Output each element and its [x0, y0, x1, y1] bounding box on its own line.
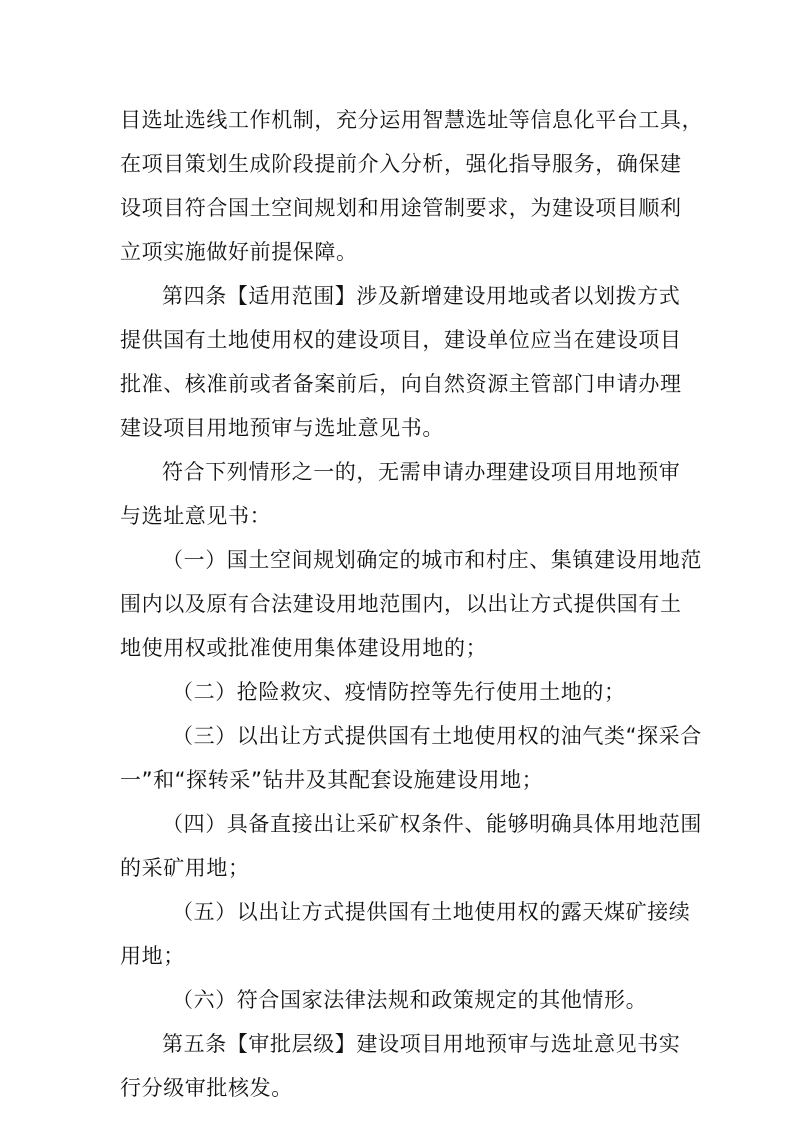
text-line: 的采矿用地；	[120, 856, 250, 880]
text-line: （二）抢险救灾、疫情防控等先行使用土地的；	[172, 680, 626, 704]
text-line: 在项目策划生成阶段提前介入分析，强化指导服务，确保建	[120, 152, 682, 176]
document-body	[120, 98, 704, 1110]
text-line: 符合下列情形之一的，无需申请办理建设项目用地预审	[162, 460, 681, 484]
text-line: 批准、核准前或者备案前后，向自然资源主管部门申请办理	[120, 372, 682, 396]
text-line: （一）国土空间规划确定的城市和村庄、集镇建设用地范	[162, 548, 702, 572]
text-line: 行分级审批核发。	[120, 1076, 293, 1100]
text-line: 第四条【适用范围】涉及新增建设用地或者以划拨方式	[162, 284, 681, 308]
text-line: 第五条【审批层级】建设项目用地预审与选址意见书实	[162, 1032, 681, 1056]
text-line: 围内以及原有合法建设用地范围内，以出让方式提供国有土	[120, 592, 682, 616]
text-line: 一”和“探转采”钻井及其配套设施建设用地；	[120, 768, 544, 792]
text-line: 目选址选线工作机制，充分运用智慧选址等信息化平台工具，	[120, 108, 704, 132]
text-line: 用地；	[120, 944, 185, 968]
text-line: （五）以出让方式提供国有土地使用权的露天煤矿接续	[172, 900, 691, 924]
text-line: 建设项目用地预审与选址意见书。	[120, 416, 444, 440]
text-line: 地使用权或批准使用集体建设用地的；	[120, 636, 488, 660]
text-line: （四）具备直接出让采矿权条件、能够明确具体用地范围	[162, 812, 702, 836]
text-line: （三）以出让方式提供国有土地使用权的油气类“探采合	[172, 724, 702, 748]
text-line: 与选址意见书：	[120, 504, 272, 528]
text-line: 提供国有土地使用权的建设项目，建设单位应当在建设项目	[120, 328, 682, 352]
text-line: 设项目符合国土空间规划和用途管制要求，为建设项目顺利	[120, 196, 682, 220]
text-line: （六）符合国家法律法规和政策规定的其他情形。	[172, 988, 648, 1012]
text-line: 立项实施做好前提保障。	[120, 240, 358, 264]
